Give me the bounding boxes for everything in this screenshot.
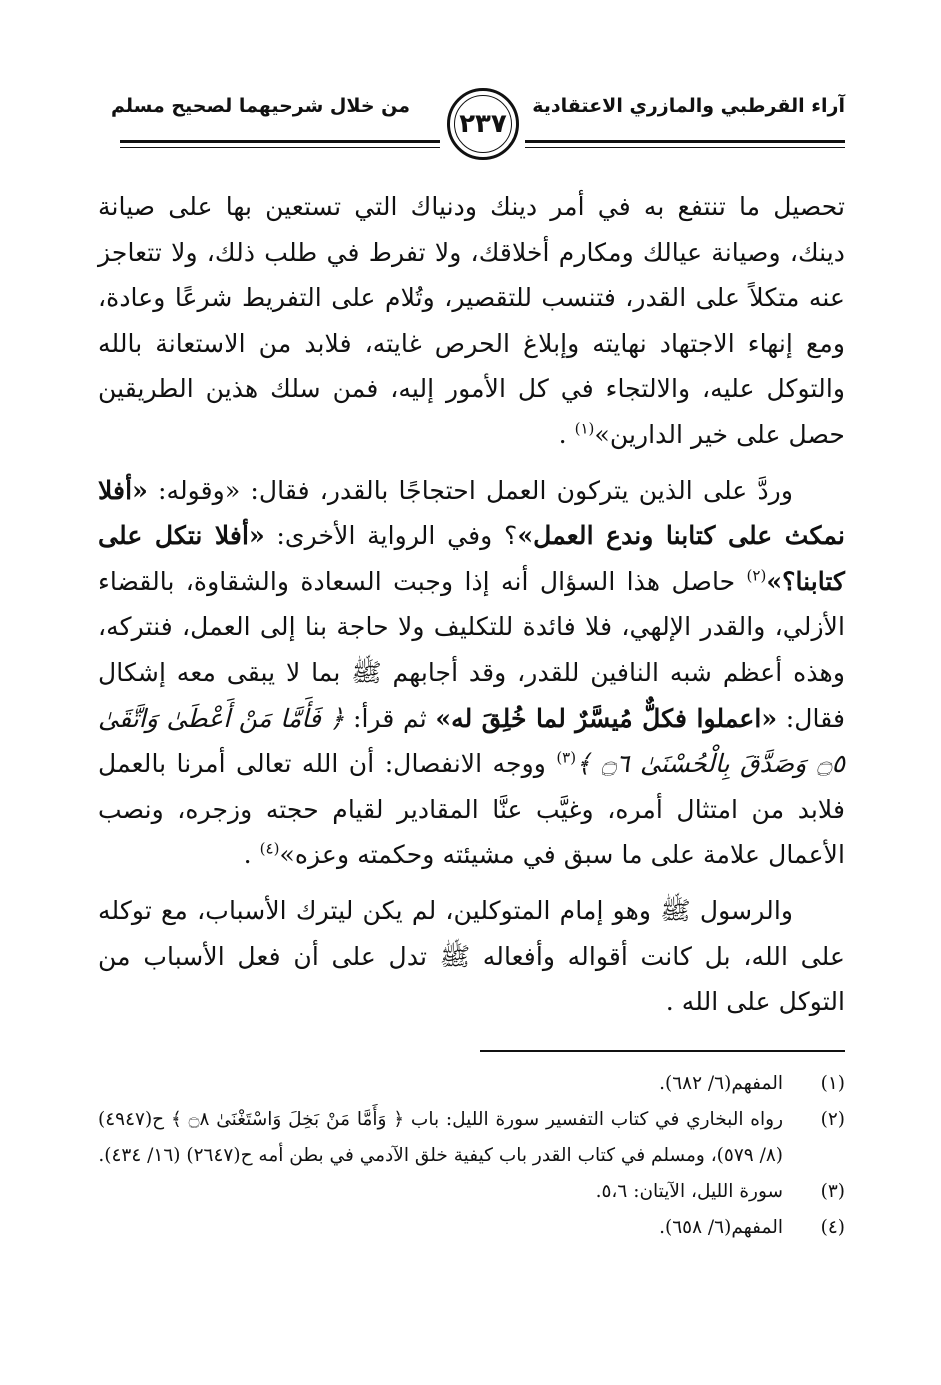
paragraph-1-text: تحصيل ما تنتفع به في أمر دينك ودنياك التي تستعين بها على صيانة دينك، وصيانة عيالك ومكارم أخلاقك، ولا تفرط في طلب ذلك، ولا تتعاجز عنه متكلاً على القدر، فتنسب للتقصير، وتُلام على التفريط شرعًا وعادة، ومع إنهاء الاجتهاد نهايته وإبلاغ الحرص غايته، فلابد من الاستعانة بالله والتوكل عليه، والالتجاء في كل الأمور إليه، فمن سلك هذين الطريقين حصل على خير الدارين» xyxy=(98,192,845,449)
footnote-1 xyxy=(98,1066,845,1102)
footnote-ref-3[interactable]: (٣) xyxy=(556,748,577,767)
header-rule-left xyxy=(120,140,440,143)
footnote-number: (٣) xyxy=(820,1181,845,1202)
paragraph-1-end: . xyxy=(558,419,575,449)
paragraph-1 xyxy=(98,184,845,458)
footnote-3 xyxy=(98,1174,845,1210)
header-rule-right-thin xyxy=(525,147,845,148)
running-header xyxy=(110,88,845,168)
paragraph-2-end: . xyxy=(243,840,260,870)
paragraph-2-text-d: ثم قرأ: xyxy=(344,703,436,733)
footnote-4 xyxy=(98,1210,845,1246)
book-subtitle: من خلال شرحيهما لصحيح مسلم xyxy=(110,95,410,117)
footnote-text: المفهم(٦/ ٦٥٨). xyxy=(659,1217,783,1238)
header-rule-right xyxy=(525,140,845,143)
paragraph-2-text-a: وردَّ على الذين يتركون العمل احتجاجًا بالقدر، فقال: «وقوله: xyxy=(157,475,793,505)
footnotes xyxy=(98,1066,845,1246)
footnote-text: رواه البخاري في كتاب التفسير سورة الليل: باب ﴿ وَأَمَّا مَنْ بَخِلَ وَاسْتَغْنَىٰ ۝٨ ﴾ ح(٤٩٤٧) (٨/ ٥٧٩)، ومسلم في كتاب القدر باب كيفية خلق الآدمي في بطن أمه ح(٢٦٤٧) (١٦/ ٤٣٤). xyxy=(98,1109,784,1166)
footnote-text: سورة الليل، الآيتان: ٥،٦. xyxy=(595,1181,783,1202)
footnote-separator xyxy=(480,1050,845,1052)
footnote-ref-2[interactable]: (٢) xyxy=(746,566,767,585)
paragraph-2-text-b: ؟ وفي الرواية الأخرى: xyxy=(264,521,518,551)
hadith-quote-1: «أفلا نمكث على كتابنا وندع العمل» xyxy=(98,474,845,551)
footnote-number: (٤) xyxy=(820,1217,845,1238)
header-rule-left-thin xyxy=(120,147,440,148)
paragraph-2-text-e: ووجه الانفصال: أن الله تعالى أمرنا بالعمل فلابد من امتثال أمره، وغيَّب عنَّا المقادير لقيام حجته وزجره، ونصب الأعمال علامة على ما سبق في مشيئته وحكمته وعزه» xyxy=(98,749,845,870)
page-number: ٢٣٧ xyxy=(459,109,507,139)
footnote-number: (١) xyxy=(820,1073,845,1094)
page-number-badge xyxy=(447,88,519,160)
hadith-quote-3: «اعملوا فكلٌّ مُيسَّرٌ لما خُلِقَ له» xyxy=(435,702,778,733)
book-title: آراء القرطبي والمازري الاعتقادية xyxy=(532,95,845,117)
footnote-number: (٢) xyxy=(820,1109,845,1130)
paragraph-2 xyxy=(98,468,845,878)
paragraph-3: والرسول ﷺ وهو إمام المتوكلين، لم يكن ليترك الأسباب، مع توكله على الله، بل كانت أقواله وأفعاله ﷺ تدل على أن فعل الأسباب من التوكل على الله . xyxy=(98,895,845,1017)
footnote-ref-4[interactable]: (٤) xyxy=(259,839,280,858)
main-text xyxy=(98,184,845,1025)
footnote-2 xyxy=(98,1102,845,1174)
quran-ayah: ﴿ فَأَمَّا مَنْ أَعْطَىٰ وَاتَّقَىٰ ۝٥ وَصَدَّقَ بِالْحُسْنَىٰ ۝٦ ﴾ xyxy=(98,703,846,779)
footnote-ref-1[interactable]: (١) xyxy=(574,419,595,438)
paragraph-2-text-c: حاصل هذا السؤال أنه إذا وجبت السعادة والشقاوة، بالقضاء الأزلي، والقدر الإلهي، فلا فائدة للتكليف ولا حاجة بنا إلى العمل، فنتركه، وهذه أعظم شبه النافين للقدر، وقد أجابهم ﷺ بما لا يبقى معه إشكال فقال: xyxy=(98,566,846,733)
hadith-quote-2: «أفلا نتكل على كتابنا؟» xyxy=(98,520,845,596)
footnote-text: المفهم(٦/ ٦٨٢). xyxy=(659,1073,783,1094)
